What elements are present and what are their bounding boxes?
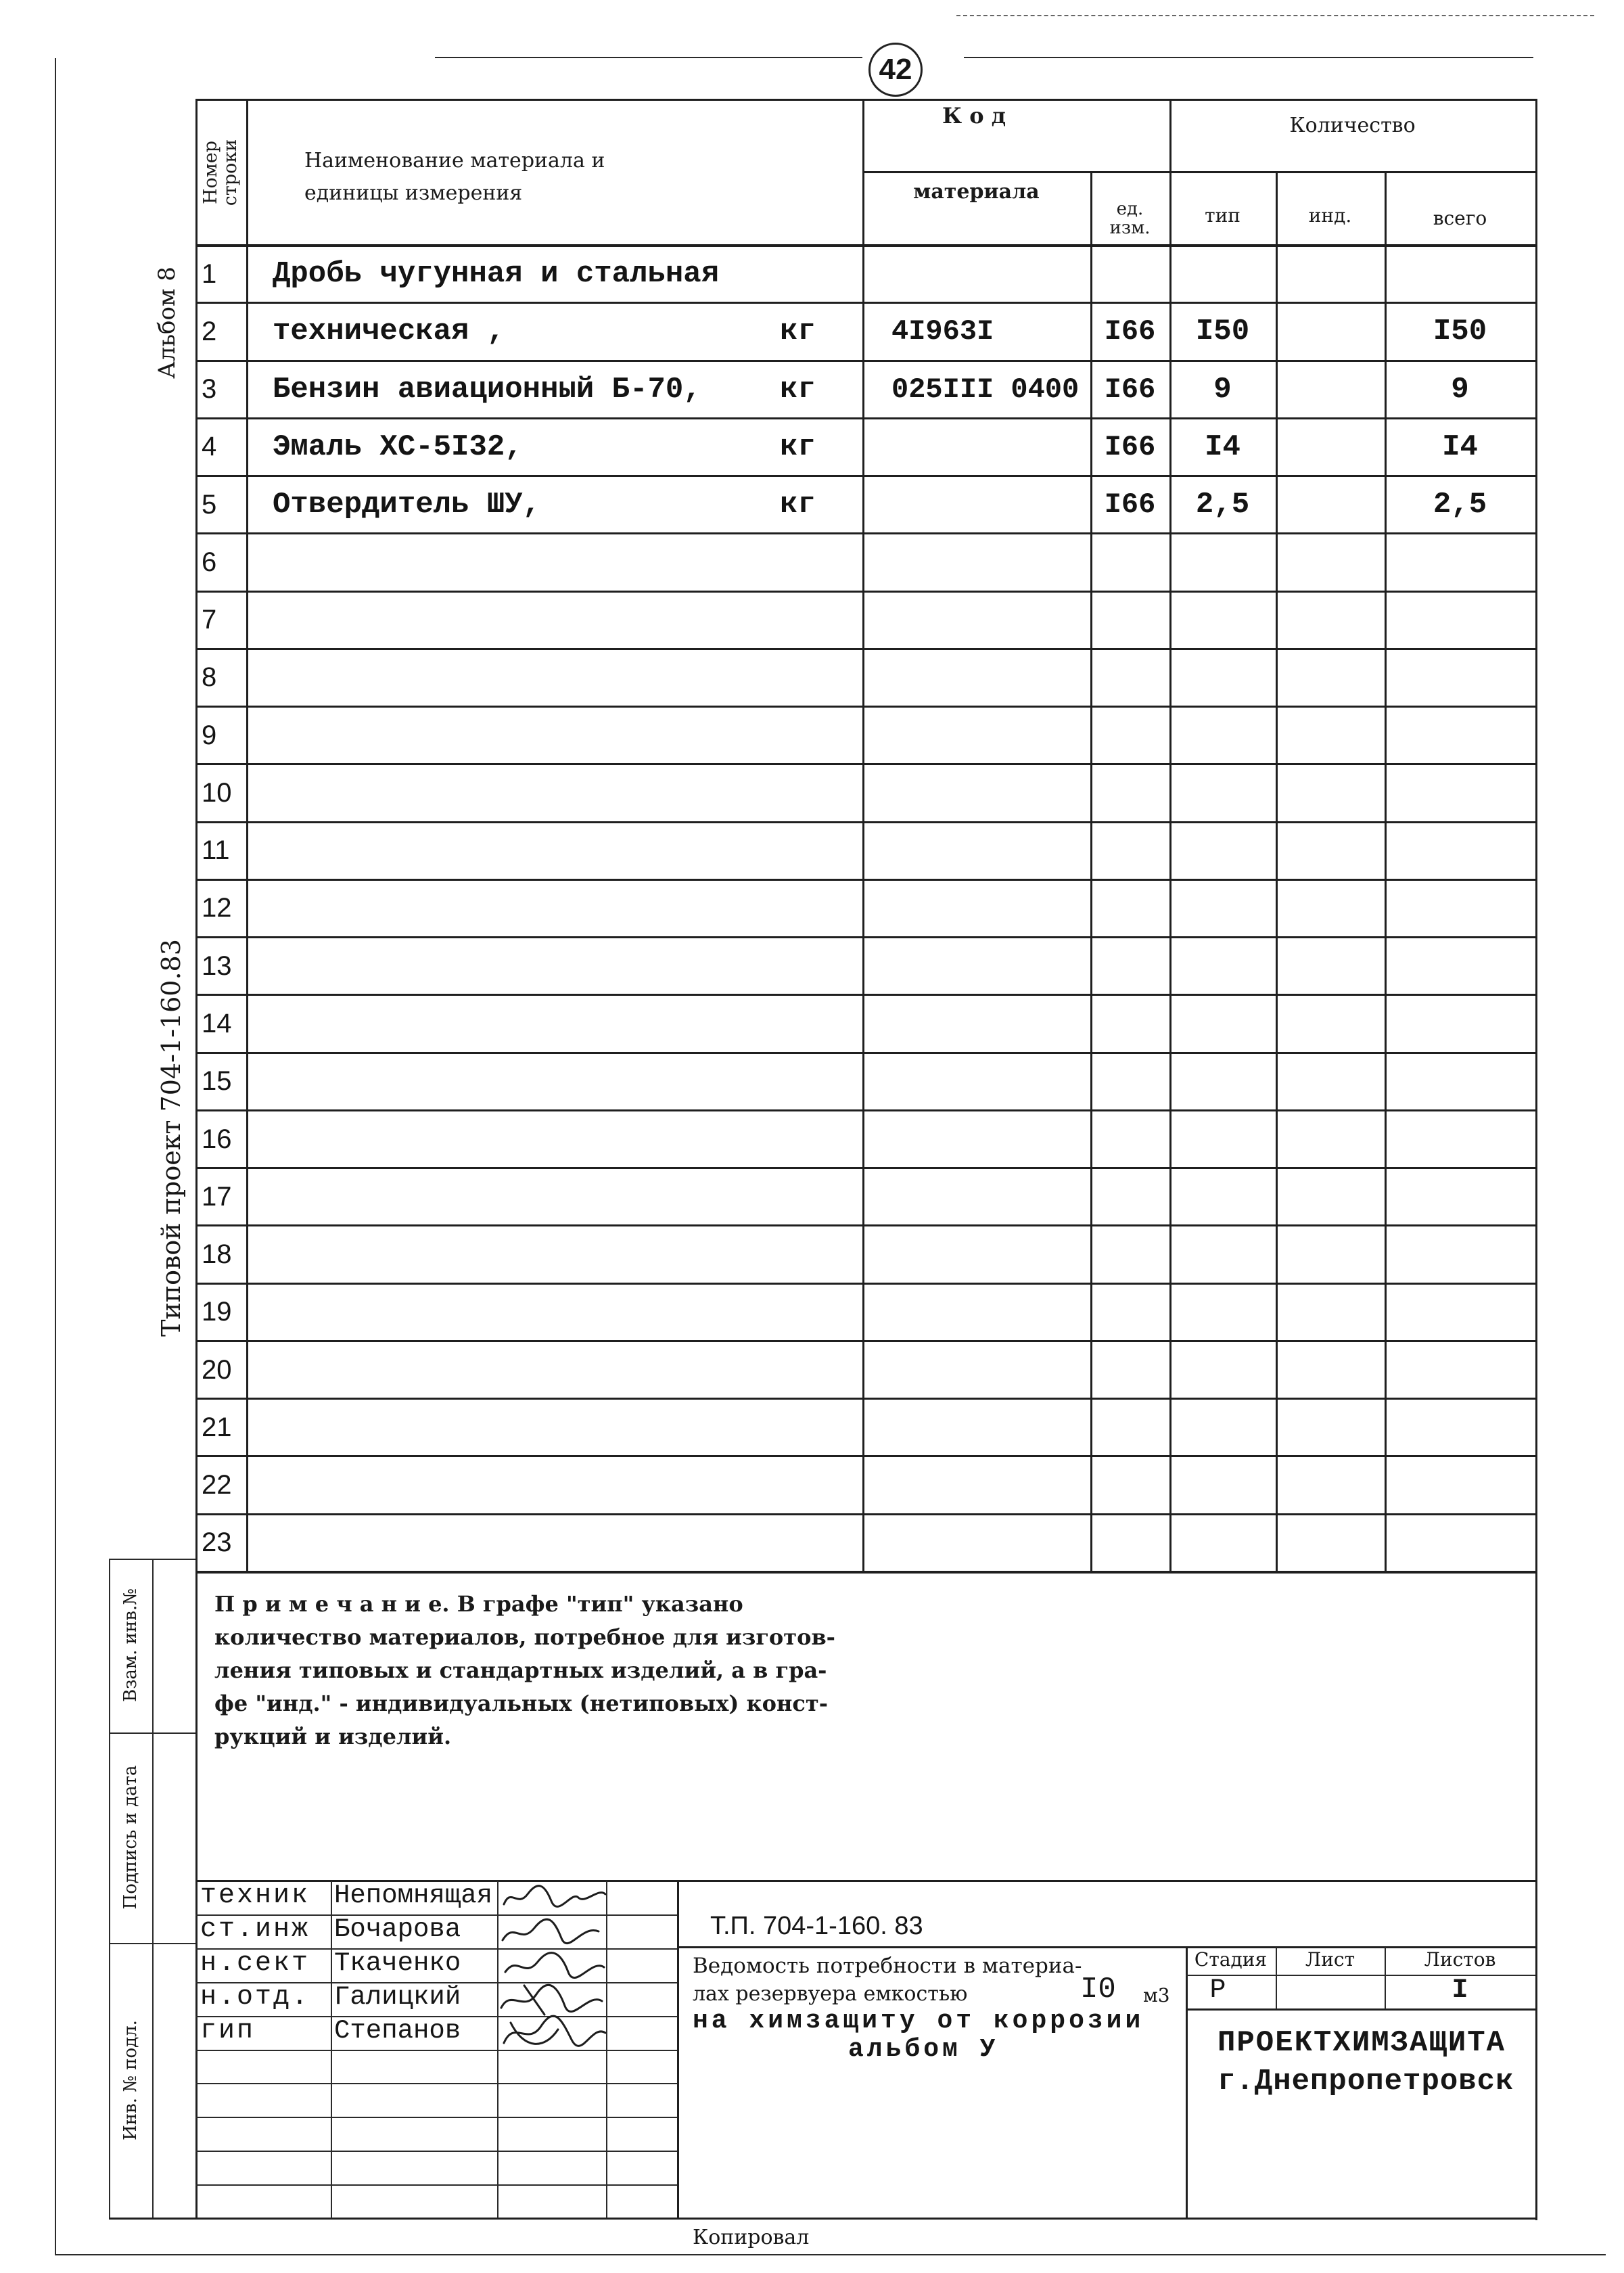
note-line: фе "инд." - индивидуальных (нетиповых) конст-: [214, 1691, 829, 1716]
qty-ind: [1276, 996, 1385, 1051]
header-row-number-line2: строки: [220, 139, 241, 206]
material-code: [862, 1457, 1090, 1513]
table-row: [195, 1342, 1535, 1400]
material-code: [862, 1111, 1090, 1167]
title-grid-line: [1186, 2008, 1535, 2011]
table-row: [195, 362, 1535, 419]
qty-type: I50: [1195, 315, 1250, 349]
qty-total: [1385, 1400, 1535, 1455]
grid-line: [195, 99, 1537, 101]
row-number: 6: [202, 547, 217, 577]
table-row: [195, 1054, 1535, 1111]
unit-code: [1090, 765, 1169, 821]
signature-scribble: [503, 1919, 599, 1944]
header-name-line1: Наименование материала и: [304, 149, 605, 173]
row-number: 11: [202, 835, 230, 866]
unit-label: [780, 765, 854, 821]
material-name: Дробь чугунная и стальная: [273, 257, 720, 292]
table-row: [195, 823, 1535, 881]
unit-label: кг: [780, 430, 816, 464]
qty-ind: [1276, 1457, 1385, 1513]
qty-type: [1169, 593, 1276, 648]
unit-code: [1090, 1285, 1169, 1340]
material-name: Эмаль ХС-5I32,: [273, 430, 523, 464]
material-name: [246, 593, 774, 648]
qty-type: [1169, 1111, 1276, 1167]
material-name: [246, 1169, 774, 1224]
unit-label: [780, 1515, 854, 1571]
material-code: [862, 477, 1090, 532]
header-code-material: материала: [913, 180, 1040, 204]
frame-line-bottom: [55, 2254, 1606, 2255]
note-line: рукций и изделий.: [214, 1724, 452, 1749]
material-name: [246, 1054, 774, 1109]
qty-type: [1169, 246, 1276, 302]
organization-city: г.Днепропетровск: [1217, 2065, 1514, 2098]
stamp-line: [109, 1732, 195, 1734]
signatures: [497, 1881, 612, 2057]
qty-total: [1385, 881, 1535, 936]
header-quantity: Количество: [1289, 114, 1416, 137]
table-row: [195, 1169, 1535, 1226]
qty-total: [1385, 1515, 1535, 1571]
qty-type: [1169, 708, 1276, 763]
qty-ind: [1276, 1054, 1385, 1109]
qty-ind: [1276, 938, 1385, 994]
document-designation: Т.П. 704-1-160. 83: [710, 1912, 923, 1940]
unit-code: I66: [1104, 430, 1156, 463]
material-name: [246, 996, 774, 1051]
row-number: 18: [202, 1239, 232, 1270]
material-name: [246, 708, 774, 763]
signatory-role: гип: [200, 2016, 256, 2046]
unit-label: [780, 708, 854, 763]
unit-label: [780, 1457, 854, 1513]
unit-code: [1090, 996, 1169, 1051]
unit-label: [780, 534, 854, 590]
table-row: [195, 246, 1535, 304]
unit-code: [1090, 708, 1169, 763]
title-grid-line: [195, 2117, 677, 2118]
material-code: [862, 650, 1090, 706]
signature-scribble: [501, 1985, 602, 2015]
row-number: 10: [202, 777, 232, 808]
unit-code: [1090, 1226, 1169, 1282]
table-row: [195, 1400, 1535, 1457]
material-code: [862, 1054, 1090, 1109]
row-number: 4: [202, 432, 217, 462]
unit-label: кг: [780, 315, 816, 349]
row-number: 20: [202, 1354, 232, 1385]
sheet-header: Лист: [1305, 1948, 1355, 1971]
material-code: [862, 1515, 1090, 1571]
qty-ind: [1276, 1169, 1385, 1224]
material-code: [862, 1169, 1090, 1224]
stamp-inv-original: Инв. № подл.: [120, 2020, 141, 2140]
qty-type: [1169, 1169, 1276, 1224]
material-name: [246, 534, 774, 590]
material-name: [246, 650, 774, 706]
qty-total: [1385, 765, 1535, 821]
stage-header: Стадия: [1194, 1948, 1268, 1971]
table-row: [195, 708, 1535, 765]
unit-label: [780, 1342, 854, 1398]
title-grid-line: [677, 1881, 679, 2218]
qty-ind: [1276, 419, 1385, 475]
signature-scribble: [504, 1886, 605, 1907]
stamp-line: [109, 1559, 110, 2218]
material-name: [246, 1111, 774, 1167]
qty-type: I4: [1205, 430, 1240, 464]
unit-label: [780, 650, 854, 706]
qty-ind: [1276, 246, 1385, 302]
page-number: 42: [868, 43, 923, 97]
qty-ind: [1276, 765, 1385, 821]
title-grid-line: [195, 2151, 677, 2152]
header-row-number: [201, 105, 240, 240]
table-row: [195, 881, 1535, 938]
unit-code: [1090, 881, 1169, 936]
stage-value: Р: [1209, 1975, 1226, 2006]
material-code: [862, 1285, 1090, 1340]
unit-label: кг: [780, 488, 816, 522]
qty-type: [1169, 1457, 1276, 1513]
table-row: [195, 765, 1535, 823]
row-number: 3: [202, 374, 217, 405]
material-code: [862, 534, 1090, 590]
unit-code: [1090, 593, 1169, 648]
unit-label: [780, 1400, 854, 1455]
row-number: 12: [202, 893, 232, 923]
unit-label: [780, 996, 854, 1051]
material-code: [862, 1342, 1090, 1398]
note-line: количество материалов, потребное для изготов-: [214, 1624, 835, 1650]
qty-total: 2,5: [1433, 488, 1487, 522]
title-line-3: на химзащиту от коррозии: [693, 2006, 1144, 2036]
signatory-name: Галицкий: [334, 1982, 461, 2012]
unit-code: [1090, 650, 1169, 706]
qty-total: [1385, 708, 1535, 763]
row-number: 21: [202, 1412, 232, 1442]
row-number: 17: [202, 1181, 232, 1212]
qty-type: [1169, 1226, 1276, 1282]
unit-code: [1090, 1457, 1169, 1513]
unit-label: [780, 1285, 854, 1340]
qty-total: 9: [1451, 372, 1469, 407]
unit-label: [780, 1169, 854, 1224]
row-number: 13: [202, 950, 232, 981]
material-name: [246, 1342, 774, 1398]
header-unit-line2: изм.: [1109, 218, 1151, 238]
table-row: [195, 534, 1535, 592]
qty-type: [1169, 1054, 1276, 1109]
qty-type: [1169, 881, 1276, 936]
qty-type: [1169, 534, 1276, 590]
qty-total: [1385, 823, 1535, 879]
row-number: 15: [202, 1066, 232, 1097]
row-number: 7: [202, 605, 217, 635]
unit-code: [1090, 823, 1169, 879]
unit-label: [780, 823, 854, 879]
top-rule: [964, 57, 1533, 58]
unit-code: [1090, 1515, 1169, 1571]
table-row: [195, 419, 1535, 477]
qty-type: [1169, 650, 1276, 706]
qty-type: [1169, 1342, 1276, 1398]
unit-code: [1090, 246, 1169, 302]
table-row: [195, 938, 1535, 996]
title-grid-line: [109, 2218, 1537, 2220]
copied-by-label: Копировал: [693, 2226, 810, 2249]
qty-total: [1385, 593, 1535, 648]
qty-ind: [1276, 1515, 1385, 1571]
qty-ind: [1276, 1285, 1385, 1340]
header-unit-line1: ед.: [1116, 199, 1144, 219]
material-code: [862, 938, 1090, 994]
unit-code: [1090, 534, 1169, 590]
material-name: Бензин авиационный Б-70,: [273, 372, 701, 407]
project-label: Типовой проект 704-1-160.83: [156, 939, 186, 1337]
qty-total: [1385, 996, 1535, 1051]
qty-total: [1385, 534, 1535, 590]
qty-total: [1385, 1457, 1535, 1513]
unit-code: [1090, 1111, 1169, 1167]
unit-label: кг: [780, 372, 816, 407]
unit-label: [780, 593, 854, 648]
grid-line: [1535, 99, 1537, 2220]
qty-total: [1385, 1169, 1535, 1224]
qty-ind: [1276, 881, 1385, 936]
material-code: [862, 1226, 1090, 1282]
qty-ind: [1276, 593, 1385, 648]
note-line: П р и м е ч а н и е. В графе "тип" указано: [214, 1591, 743, 1617]
header-qty-type: тип: [1205, 204, 1240, 227]
material-name: [246, 1226, 774, 1282]
material-name: [246, 1515, 774, 1571]
unit-label: [780, 1054, 854, 1109]
row-number: 22: [202, 1470, 232, 1500]
table-row: [195, 650, 1535, 708]
top-dashed-rule: [956, 15, 1594, 16]
unit-code: I66: [1104, 488, 1156, 522]
stamp-signature-date: Подпись и дата: [120, 1765, 141, 1910]
qty-type: 2,5: [1195, 488, 1250, 522]
qty-type: [1169, 823, 1276, 879]
row-number: 19: [202, 1297, 232, 1327]
sheets-header: Листов: [1424, 1948, 1496, 1971]
material-name: [246, 938, 774, 994]
table-row: [195, 593, 1535, 650]
header-name-line2: единицы измерения: [304, 181, 523, 205]
unit-code: I66: [1104, 373, 1156, 406]
qty-total: [1385, 1285, 1535, 1340]
qty-type: [1169, 996, 1276, 1051]
qty-total: [1385, 650, 1535, 706]
signatory-name: Степанов: [334, 2016, 461, 2046]
qty-ind: [1276, 708, 1385, 763]
material-name: [246, 1400, 774, 1455]
material-code: [862, 1400, 1090, 1455]
qty-type: [1169, 938, 1276, 994]
signatory-name: Непомнящая: [334, 1881, 493, 1910]
note-line: ления типовых и стандартных изделий, а в гра-: [214, 1657, 827, 1683]
qty-ind: [1276, 362, 1385, 417]
table-row: [195, 1515, 1535, 1573]
material-name: [246, 881, 774, 936]
qty-ind: [1276, 1400, 1385, 1455]
frame-line-left: [55, 58, 56, 2254]
title-capacity: I0: [1080, 1973, 1116, 2006]
sheets-total-value: I: [1452, 1975, 1468, 2006]
title-line-1: Ведомость потребности в материа-: [693, 1954, 1082, 1978]
signature-scribble: [505, 1953, 604, 1978]
table-row: [195, 1111, 1535, 1169]
top-rule: [435, 57, 862, 58]
unit-code: [1090, 938, 1169, 994]
unit-code: [1090, 1169, 1169, 1224]
material-name: Отвердитель ШУ,: [273, 488, 541, 522]
row-number: 16: [202, 1124, 232, 1154]
row-number: 2: [202, 316, 217, 346]
row-number: 23: [202, 1528, 232, 1558]
qty-total: [1385, 246, 1535, 302]
unit-code: [1090, 1054, 1169, 1109]
qty-type: [1169, 1285, 1276, 1340]
unit-label: [780, 881, 854, 936]
material-code: [862, 708, 1090, 763]
qty-ind: [1276, 1342, 1385, 1398]
table-row: [195, 477, 1535, 534]
header-row-number-line1: Номер: [200, 140, 221, 205]
qty-ind: [1276, 650, 1385, 706]
unit-code: I66: [1104, 315, 1156, 348]
qty-total: [1385, 938, 1535, 994]
row-number: 8: [202, 662, 217, 693]
qty-ind: [1276, 823, 1385, 879]
qty-total: [1385, 1226, 1535, 1282]
row-number: 9: [202, 720, 217, 750]
header-qty-ind: инд.: [1308, 204, 1352, 227]
unit-label: [780, 246, 854, 302]
header-code: К о д: [942, 103, 1006, 129]
signatory-name: Бочарова: [334, 1914, 461, 1944]
signatory-role: техник: [200, 1881, 310, 1911]
stamp-line: [152, 1559, 154, 2218]
signatory-role: н.сект: [200, 1948, 310, 1979]
unit-label: [780, 938, 854, 994]
unit-code: [1090, 1400, 1169, 1455]
material-code: [862, 765, 1090, 821]
material-name: техническая ,: [273, 315, 505, 349]
qty-type: [1169, 765, 1276, 821]
stamp-line: [109, 1943, 195, 1944]
material-code: [862, 996, 1090, 1051]
grid-line: [862, 171, 1537, 173]
row-number: 5: [202, 489, 217, 520]
table-row: [195, 1457, 1535, 1515]
row-number: 1: [202, 258, 217, 289]
qty-total: I4: [1442, 430, 1478, 464]
material-code: [862, 881, 1090, 936]
signatory-name: Ткаченко: [334, 1948, 461, 1978]
material-code: [862, 419, 1090, 475]
qty-total: [1385, 1342, 1535, 1398]
qty-ind: [1276, 1111, 1385, 1167]
title-line-2: лах резервуера емкостью: [693, 1982, 968, 2006]
signature-scribble: [504, 2016, 605, 2046]
header-qty-total: всего: [1433, 207, 1487, 229]
material-code: [862, 593, 1090, 648]
table-row: [195, 996, 1535, 1053]
signatory-role: н.отд.: [200, 1982, 310, 2013]
table-row: [195, 1226, 1535, 1284]
qty-total: I50: [1433, 315, 1487, 349]
table-row: [195, 1285, 1535, 1342]
material-code: 025III 0400: [891, 373, 1080, 406]
album-label: Альбом 8: [154, 267, 181, 379]
material-name: [246, 765, 774, 821]
qty-ind: [1276, 304, 1385, 359]
qty-ind: [1276, 534, 1385, 590]
unit-label: [780, 1111, 854, 1167]
stamp-replace-inv: Взам. инв.№: [120, 1588, 141, 1702]
row-number: 14: [202, 1009, 232, 1038]
qty-total: [1385, 1054, 1535, 1109]
material-name: [246, 1457, 774, 1513]
material-code: 4I963I: [891, 315, 994, 348]
title-grid-line: [195, 2184, 677, 2186]
qty-type: [1169, 1400, 1276, 1455]
title-capacity-unit: м3: [1143, 1984, 1170, 2006]
title-grid-line: [195, 2083, 677, 2084]
title-line-4: альбом У: [848, 2035, 999, 2064]
unit-code: [1090, 1342, 1169, 1398]
stamp-line: [109, 1559, 195, 1560]
table-row: [195, 304, 1535, 361]
organization-name: ПРОЕКТХИМЗАЩИТА: [1217, 2026, 1506, 2060]
qty-type: [1169, 1515, 1276, 1571]
qty-type: 9: [1213, 372, 1232, 407]
unit-label: [780, 1226, 854, 1282]
qty-total: [1385, 1111, 1535, 1167]
material-name: [246, 823, 774, 879]
qty-ind: [1276, 1226, 1385, 1282]
signatory-role: ст.инж: [200, 1914, 310, 1945]
material-name: [246, 1285, 774, 1340]
qty-ind: [1276, 477, 1385, 532]
material-code: [862, 246, 1090, 302]
material-code: [862, 823, 1090, 879]
